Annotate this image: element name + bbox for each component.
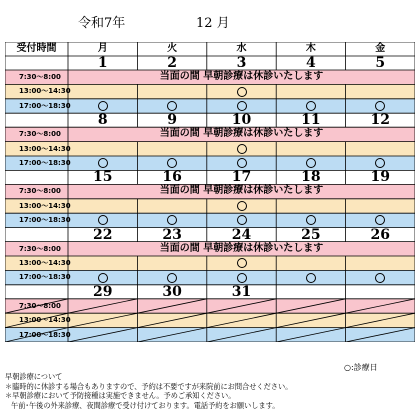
footer-line: ＊早朝診療において予防接種は実施できません。予めご承知ください。 [5,391,236,400]
schedule-table [5,42,415,362]
date-number: 1 [97,56,108,70]
day-name-0: 月 [97,43,108,54]
time-slot-label: 17:00～18:30 [19,101,71,110]
time-slot-label: 13:00～14:30 [19,259,71,267]
time-slot-label: 13:00～14:30 [19,201,71,210]
date-number: 15 [92,170,113,185]
date-number: 5 [375,56,386,70]
table-grid [5,42,415,342]
month-label: 12 月 [196,16,230,31]
date-number: 23 [162,227,182,242]
time-slot-label: 13:00～14:30 [19,87,71,96]
closed-slash-mark [346,313,415,327]
day-name-2: 水 [236,43,247,54]
date-number: 26 [370,227,391,242]
day-name-4: 金 [375,43,386,54]
date-number: 3 [236,56,247,70]
time-slot-label: 7:30～8:00 [19,244,61,253]
day-name-3: 木 [305,43,316,54]
date-number: 30 [162,284,182,299]
closed-slash-mark [207,299,276,313]
closed-slash-mark [68,313,137,327]
date-number: 19 [370,170,391,185]
closed-slash-mark [207,328,276,342]
date-number: 8 [97,113,108,128]
time-slot-label: 17:00～18:30 [19,330,71,339]
closed-slash-mark [276,299,345,313]
date-number: 24 [231,227,252,242]
closed-slash-mark [346,299,415,313]
date-number: 2 [167,56,177,70]
legend: ○:診療日 [344,363,378,372]
footer-line: 午前･午後の外来診療、夜間診療で受け付けております。電話予約をお願いします。 [11,400,280,410]
calendar-header [0,10,420,32]
early-clinic-notice: 当面の間 早朝診療は休診いたします [159,242,324,254]
time-slot-label: 7:30～8:00 [19,73,61,81]
reception-time-label: 受付時間 [16,43,57,54]
closed-slash-mark [68,299,137,313]
date-number: 11 [301,113,321,128]
closed-slash-mark [276,328,345,342]
time-slot-label: 7:30～8:00 [19,130,61,139]
time-slot-label: 17:00～18:30 [19,216,71,225]
time-slot-label: 7:30～8:00 [19,187,61,196]
date-number: 9 [167,113,177,128]
day-name-1: 火 [167,43,178,54]
date-number: 18 [301,170,321,185]
date-number: 4 [306,56,316,70]
time-slot-label: 13:00～14:30 [19,144,71,153]
footer-notes [5,372,292,410]
date-number: 10 [231,113,252,128]
time-slot-label: 17:00～18:30 [19,273,71,282]
time-slot-label: 13:00～14:30 [19,316,71,325]
closed-slash-mark [5,313,68,327]
date-number: 31 [231,284,252,299]
closed-slash-mark [5,328,68,342]
closed-slash-mark [207,313,276,327]
footer-line: ＊臨時的に休診する場合もありますので、予約は不要ですが来院前にお問合せください。 [5,381,293,391]
early-clinic-notice: 当面の間 早朝診療は休診いたします [159,71,324,82]
closed-slash-mark [137,328,206,342]
closed-slash-mark [276,313,345,327]
date-number: 16 [162,170,182,185]
early-clinic-notice: 当面の間 早朝診療は休診いたします [159,128,324,140]
closed-slash-mark [137,299,206,313]
time-slot-label: 17:00～18:30 [19,159,71,167]
date-number: 29 [92,284,113,299]
date-number: 22 [92,227,113,242]
date-number: 17 [231,170,252,185]
early-clinic-notice: 当面の間 早朝診療は休診いたします [159,185,324,197]
closed-slash-mark [5,299,68,313]
closed-slash-mark [137,313,206,327]
closed-slash-mark [346,328,415,342]
time-slot-label: 7:30～8:00 [19,301,61,310]
closed-slash-mark [68,328,137,342]
date-number: 25 [301,227,321,242]
era-year: 令和7年 [78,16,126,31]
date-number: 12 [370,113,391,128]
footer-title: 早朝診療について [5,372,63,381]
